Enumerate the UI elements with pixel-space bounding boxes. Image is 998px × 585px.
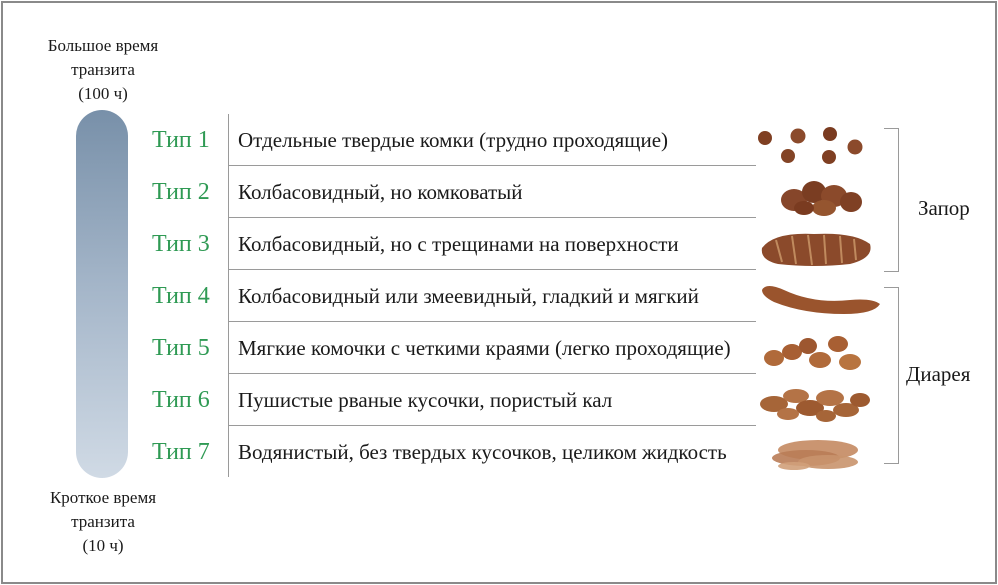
type-description: Водянистый, без твердых кусочков, целиком жидкость [238,440,727,464]
type-description: Колбасовидный, но с трещинами на поверхности [238,232,679,256]
type-label: Тип 1 [152,127,210,153]
lumpy-sausage-icon [754,166,884,218]
type-label: Тип 5 [152,335,210,361]
short-transit-line-2: транзита [71,512,135,531]
type-description: Колбасовидный или змеевидный, гладкий и мягкий [238,284,699,308]
long-transit-line-2: транзита [71,60,135,79]
type-description: Колбасовидный, но комковатый [238,180,523,204]
type-description: Мягкие комочки с четкими краями (легко проходящие) [238,336,731,360]
transit-time-gradient-bar [76,110,128,478]
type-label: Тип 6 [152,387,210,413]
short-transit-line-1: Кроткое время [49,488,157,507]
soft-blobs-icon [754,322,884,374]
type-description: Отдельные твердые комки (трудно проходящие) [238,128,669,152]
constipation-label: Запор [918,196,970,220]
type-row-4 [152,270,756,322]
type-label: Тип 2 [152,179,210,205]
short-transit-label [23,486,183,558]
type-row-1 [152,114,756,166]
diarrhea-bracket [884,287,899,464]
type-label: Тип 3 [152,231,210,257]
type-row-7 [152,426,756,478]
long-transit-line-1: Большое время [47,36,159,55]
fluffy-pieces-icon [754,374,884,426]
constipation-bracket [884,128,899,272]
long-transit-line-3: (100 ч) [78,84,128,103]
diarrhea-label: Диарея [906,362,971,386]
separate-hard-lumps-icon [754,114,884,166]
type-row-2 [152,166,756,218]
type-label: Тип 7 [152,439,210,465]
cracked-sausage-icon [754,218,884,270]
long-transit-label [23,34,183,106]
short-transit-line-3: (10 ч) [82,536,124,555]
type-description: Пушистые рваные кусочки, пористый кал [238,388,613,412]
type-label: Тип 4 [152,283,210,309]
type-row-3 [152,218,756,270]
type-row-5 [152,322,756,374]
smooth-snake-icon [754,270,884,322]
type-row-6 [152,374,756,426]
watery-icon [754,426,884,478]
